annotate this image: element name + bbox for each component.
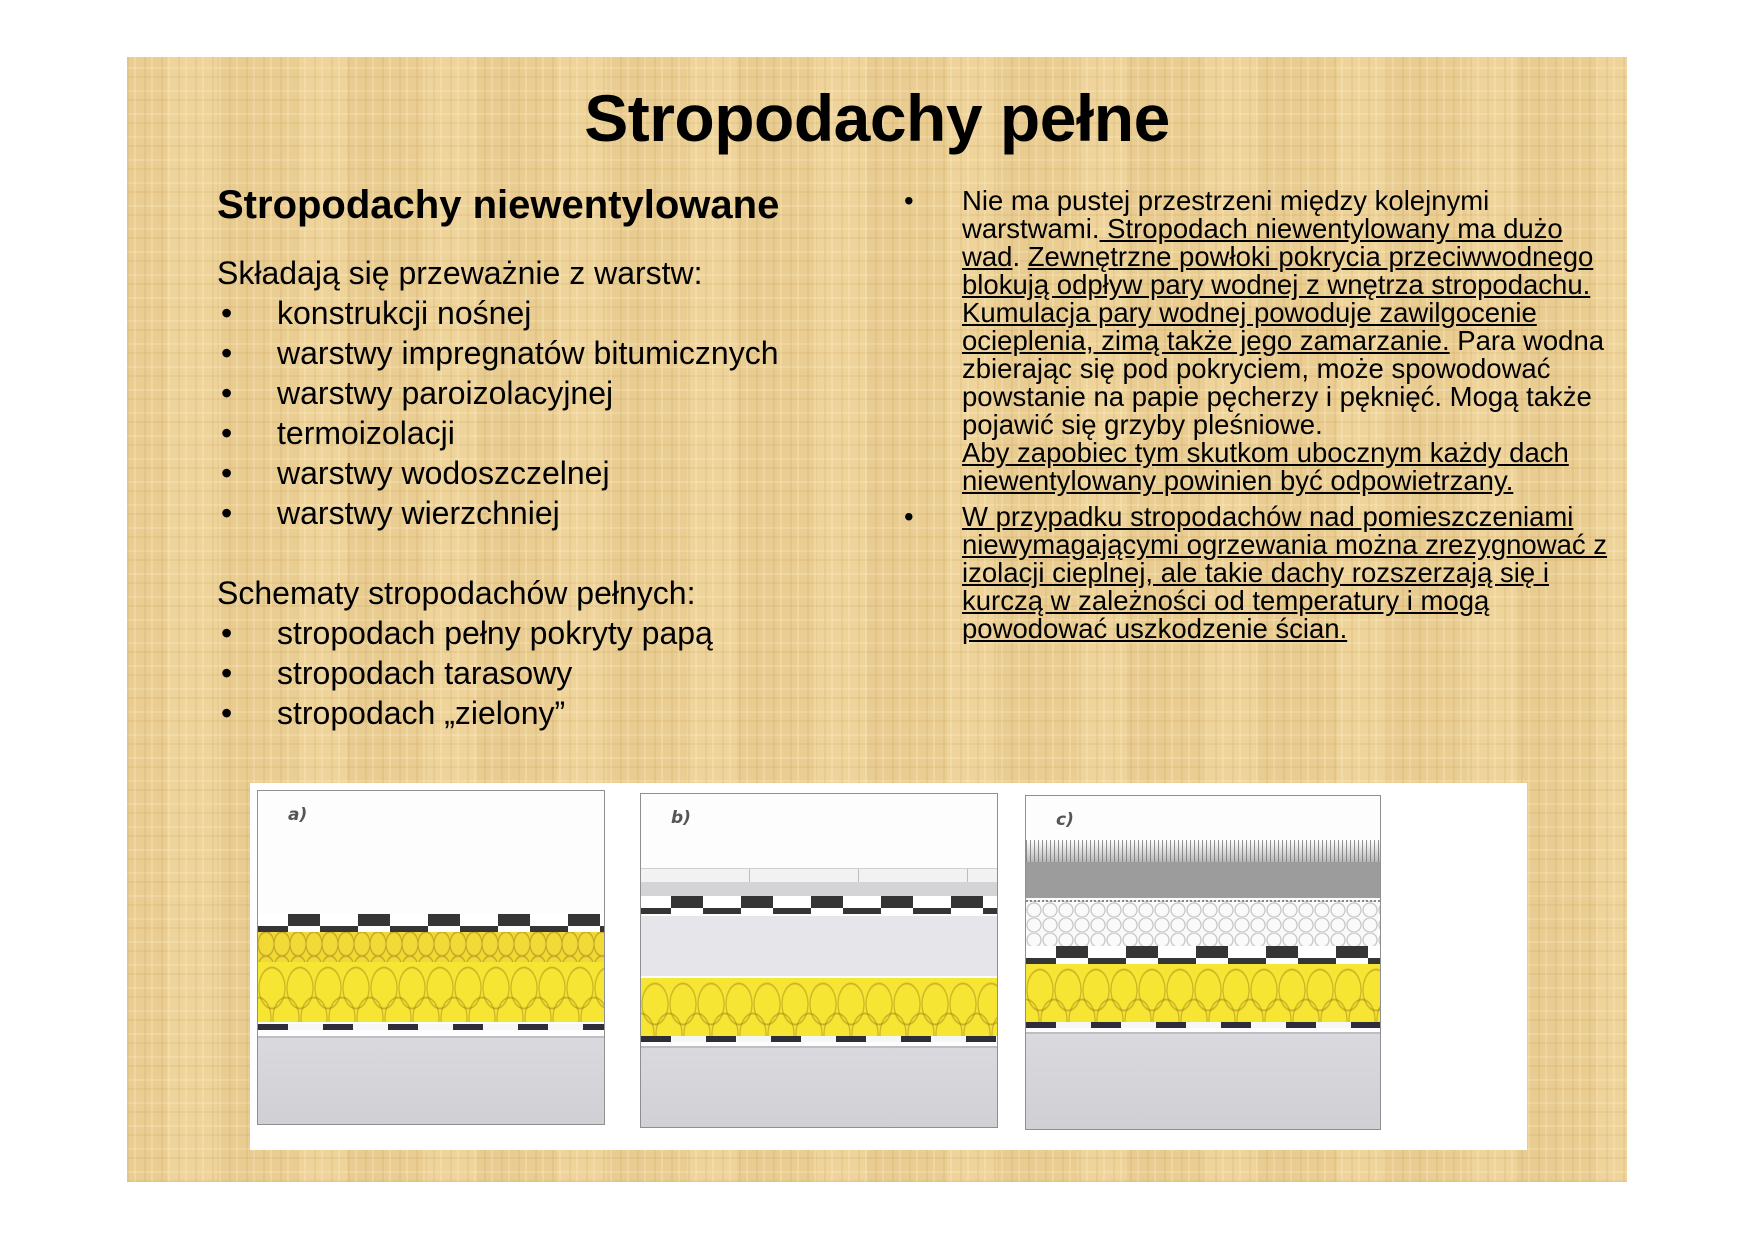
protective-layer: [641, 916, 997, 976]
vapor-barrier-layer: [641, 1036, 997, 1042]
membrane-layer: [258, 914, 604, 926]
bullet-icon: •: [221, 335, 233, 371]
list-item: • warstwy paroizolacyjnej: [217, 373, 779, 413]
diagram-a-roofing-felt: [257, 790, 605, 1125]
bullet-icon: •: [221, 615, 233, 651]
bullet-icon: •: [221, 415, 233, 451]
layers-list: [217, 253, 779, 533]
schemes-list: [217, 573, 713, 733]
drainage-gravel-layer: [1026, 900, 1380, 948]
screed-layer: [641, 882, 997, 896]
bullet-icon: •: [221, 455, 233, 491]
concrete-slab-layer: [641, 1046, 997, 1128]
schemes-intro: Schematy stropodachów pełnych:: [217, 575, 696, 611]
slide-title: Stropodachy pełne: [584, 81, 1170, 155]
insulation-layer: [641, 978, 997, 1036]
list-item: • stropodach tarasowy: [217, 653, 713, 693]
layers-intro: Składają się przeważnie z warstw:: [217, 255, 703, 291]
membrane-layer: [641, 908, 997, 914]
diagram-label: a): [288, 805, 308, 825]
description-bullet-1: • Nie ma pustej przestrzeni między kolejnymi warstwami. Stropodach niewentylowany ma dużo wad. Zewnętrzne powłoki pokrycia przeciwwodnego blokują odpływ pary wodnej z wnętrza stropodachu. Kumulacja pary wodnej powoduje zawilgocenie ocieplenia, zimą także jego zamarzanie. Para wodna zbierając się pod pokryciem, może spowodować powstanie na papie pęcherzy i pęknięć. Mogą także pojawić się grzyby pleśniowe. Aby zapobiec tym skutkom ubocznym każdy dach niewentylowany powinien być odpowietrzany.: [904, 185, 1605, 496]
slide: [127, 57, 1627, 1182]
insulation-layer: [258, 962, 604, 1022]
insulation-thin-layer: [258, 932, 604, 962]
concrete-slab-layer: [1026, 1032, 1380, 1130]
list-item: • warstwy wierzchniej: [217, 493, 779, 533]
concrete-slab-layer: [258, 1036, 604, 1125]
description-column: [902, 187, 1622, 643]
list-item: • warstwy wodoszczelnej: [217, 453, 779, 493]
list-item: • warstwy impregnatów bitumicznych: [217, 333, 779, 373]
bullet-icon: •: [221, 695, 233, 731]
diagram-label: b): [671, 808, 691, 828]
list-item: • stropodach pełny pokryty papą: [217, 613, 713, 653]
insulation-layer: [1026, 964, 1380, 1022]
diagrams-panel: [250, 783, 1527, 1150]
bullet-icon: •: [221, 495, 233, 531]
membrane-layer: [1026, 946, 1380, 958]
list-item: • konstrukcji nośnej: [217, 293, 779, 333]
bullet-icon: •: [221, 375, 233, 411]
vapor-barrier-layer: [1026, 1022, 1380, 1028]
bullet-icon: •: [904, 185, 914, 216]
list-item: • termoizolacji: [217, 413, 779, 453]
soil-layer: [1026, 862, 1380, 898]
section-heading: Stropodachy niewentylowane: [217, 183, 780, 227]
list-item: • stropodach „zielony”: [217, 693, 713, 733]
vapor-barrier-layer: [258, 1024, 604, 1030]
description-bullet-2: • W przypadku stropodachów nad pomieszczeniami niewymagającymi ogrzewania można zrezygnować z izolacji cieplnej, ale takie dachy rozszerzają się i kurczą w zależności od temperatury i mogą powodować uszkodzenie ścian.: [904, 501, 1608, 644]
bullet-icon: •: [221, 295, 233, 331]
diagram-c-green-roof: [1025, 795, 1381, 1130]
diagram-b-terrace: [640, 793, 998, 1128]
bullet-icon: •: [904, 501, 914, 532]
membrane-layer: [641, 896, 997, 908]
diagram-label: c): [1056, 810, 1074, 830]
bullet-icon: •: [221, 655, 233, 691]
vegetation-layer: [1026, 840, 1380, 862]
